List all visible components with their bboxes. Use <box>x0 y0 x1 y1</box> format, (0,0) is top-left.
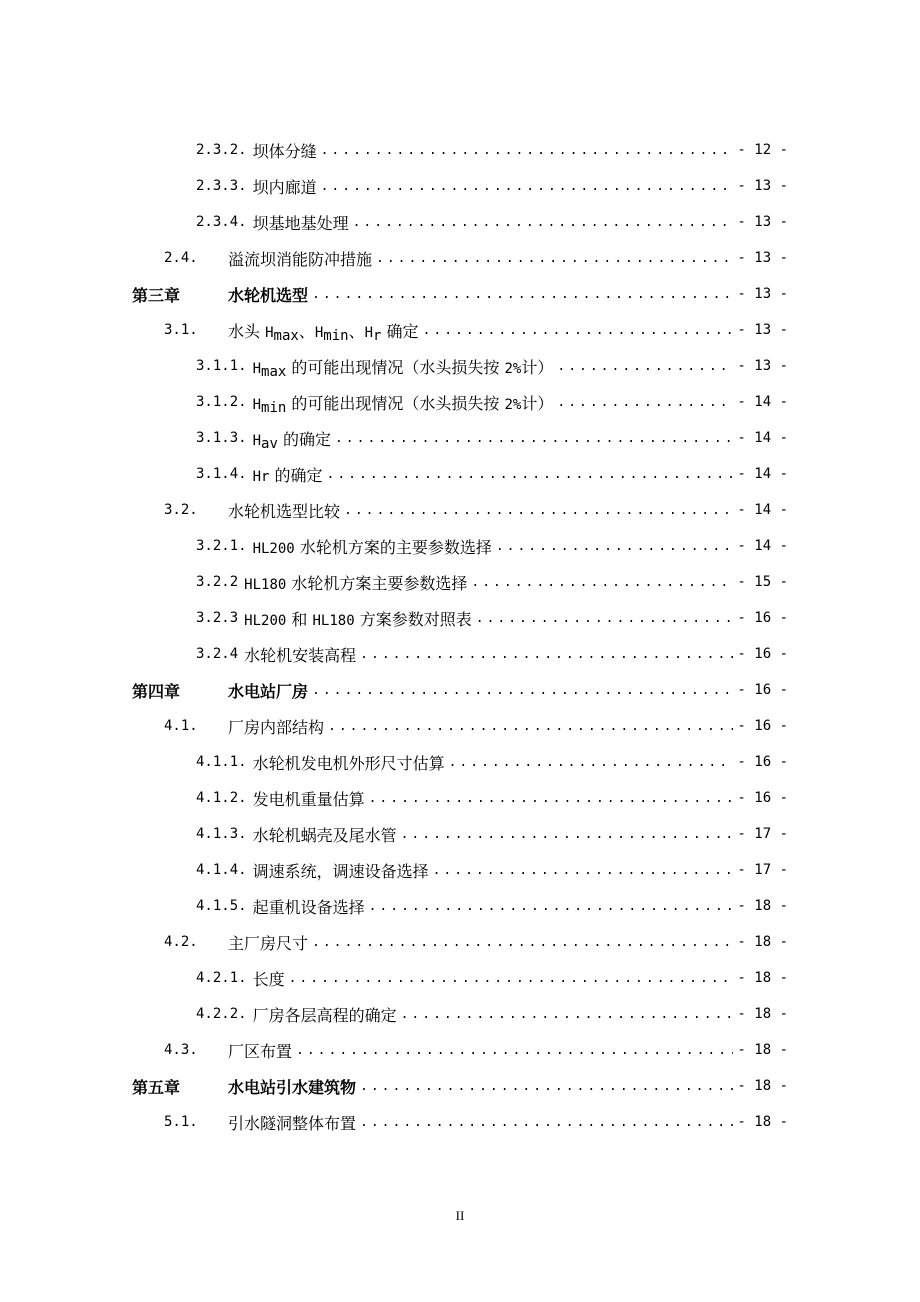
toc-entry-page: - 18 - <box>737 1042 788 1058</box>
toc-entry[interactable] <box>196 456 788 492</box>
toc-entry-page: - 17 - <box>737 862 788 878</box>
toc-entry-number: 2.4. <box>164 250 198 266</box>
toc-entry-title: 水轮机选型比较 <box>228 501 341 521</box>
toc-entry-number: 4.1.3. <box>196 826 247 842</box>
toc-chapter-title: 水轮机选型 <box>228 285 309 305</box>
toc-entry-page: - 13 - <box>737 358 788 374</box>
toc-entry-number: 2.3.2. <box>196 142 247 158</box>
toc-entry[interactable] <box>196 780 788 816</box>
toc-entry-title: 水头 $H_{max}$、$H_{min}$、$H_r$ 确定 <box>228 321 419 344</box>
toc-entry-page: - 13 - <box>737 178 788 194</box>
toc-entry-page: - 18 - <box>737 1006 788 1022</box>
dot-leader <box>289 971 734 986</box>
toc-entry-page: - 13 - <box>737 214 788 230</box>
dot-leader <box>557 359 733 374</box>
dot-leader <box>401 1007 734 1022</box>
toc-entry-page: - 16 - <box>737 610 788 626</box>
toc-entry-title: 水轮机蜗壳及尾水管 <box>252 825 397 845</box>
toc-entry-number: 3.1.4. <box>196 466 247 482</box>
toc-chapter-number: 第四章 <box>132 681 181 701</box>
toc-entry-title: 主厂房尺寸 <box>228 933 309 953</box>
toc-entry-page: - 16 - <box>737 646 788 662</box>
toc-entry-page: - 14 - <box>737 502 788 518</box>
toc-entry[interactable] <box>196 528 788 564</box>
toc-entry-page: - 18 - <box>737 898 788 914</box>
dot-leader <box>360 1079 733 1094</box>
toc-entry-page: - 16 - <box>737 718 788 734</box>
toc-entry-page: - 12 - <box>737 142 788 158</box>
toc-chapter-number: 第五章 <box>132 1077 181 1097</box>
toc-chapter-number: 第三章 <box>132 285 181 305</box>
toc-entry-page: - 18 - <box>737 934 788 950</box>
toc-entry-page: - 16 - <box>737 754 788 770</box>
toc-entry-page: - 17 - <box>737 826 788 842</box>
toc-entry-page: - 13 - <box>737 250 788 266</box>
toc-chapter[interactable] <box>132 276 788 312</box>
toc-entry-page: - 18 - <box>737 1078 788 1094</box>
toc-entry[interactable] <box>196 888 788 924</box>
toc-entry-number: 4.2. <box>164 934 198 950</box>
toc-entry-number: 4.1.1. <box>196 754 247 770</box>
toc-entry-number: 3.2. <box>164 502 198 518</box>
toc-entry-page: - 14 - <box>737 430 788 446</box>
dot-leader <box>335 431 733 446</box>
dot-leader <box>327 467 734 482</box>
toc-entry-page: - 18 - <box>737 970 788 986</box>
toc-entry-title: Hr 的确定 <box>252 465 323 485</box>
dot-leader <box>312 935 733 950</box>
toc-entry-title: 水轮机安装高程 <box>244 645 357 665</box>
toc-entry-page: - 16 - <box>737 790 788 806</box>
toc-entry-number: 3.1.2. <box>196 394 247 410</box>
toc-entry-page: - 14 - <box>737 466 788 482</box>
dot-leader <box>433 863 734 878</box>
toc-entry-number: 4.3. <box>164 1042 198 1058</box>
toc-entry-title: $H_{min}$ 的可能出现情况（水头损失按 2%计） <box>252 393 554 416</box>
toc-entry-title: $H_{av}$ 的确定 <box>252 429 331 452</box>
toc-entry-title: 坝内廊道 <box>252 177 317 197</box>
toc-entry[interactable] <box>196 420 788 456</box>
dot-leader <box>423 323 734 338</box>
toc-chapter-title: 水电站引水建筑物 <box>228 1077 357 1097</box>
dot-leader <box>496 539 734 554</box>
toc-entry-title: HL200 水轮机方案的主要参数选择 <box>252 537 492 557</box>
toc-entry-number: 3.2.2 <box>196 574 239 590</box>
toc-entry-title: 坝基地基处理 <box>252 213 349 233</box>
toc-entry[interactable] <box>196 132 788 168</box>
toc-entry[interactable] <box>196 384 788 420</box>
toc-entry-number: 3.2.3 <box>196 610 239 626</box>
toc-entry-page: - 15 - <box>737 574 788 590</box>
dot-leader <box>401 827 734 842</box>
dot-leader <box>360 1115 733 1130</box>
toc-entry-title: 调速系统，调速设备选择 <box>252 861 429 881</box>
dot-leader <box>360 647 733 662</box>
toc-entry-title: 起重机设备选择 <box>252 897 365 917</box>
toc-chapter[interactable] <box>132 1068 788 1104</box>
dot-leader <box>353 215 734 230</box>
toc-entry-title: 发电机重量估算 <box>252 789 365 809</box>
toc-entry[interactable] <box>196 600 788 636</box>
toc-entry-title: 厂房各层高程的确定 <box>252 1005 397 1025</box>
toc-entry-title: 厂区布置 <box>228 1041 293 1061</box>
toc-entry-page: - 13 - <box>737 286 788 302</box>
dot-leader <box>312 683 733 698</box>
toc-entry-number: 3.2.4 <box>196 646 239 662</box>
toc-entry[interactable] <box>196 816 788 852</box>
toc-chapter[interactable] <box>132 672 788 708</box>
toc-entry-title: $H_{max}$ 的可能出现情况（水头损失按 2%计） <box>252 357 554 380</box>
toc-entry-page: - 14 - <box>737 394 788 410</box>
dot-leader <box>328 719 733 734</box>
toc-entry[interactable] <box>196 960 788 996</box>
toc-entry-number: 2.3.4. <box>196 214 247 230</box>
toc-entry-number: 4.1.5. <box>196 898 247 914</box>
toc-entry[interactable] <box>164 240 788 276</box>
toc-entry-title: HL180 水轮机方案主要参数选择 <box>244 573 468 593</box>
toc-entry[interactable] <box>164 708 788 744</box>
toc-entry-number: 4.1.2. <box>196 790 247 806</box>
toc-entry-number: 4.1.4. <box>196 862 247 878</box>
toc-entry[interactable] <box>196 168 788 204</box>
toc-entry[interactable] <box>196 996 788 1032</box>
toc-entry[interactable] <box>164 492 788 528</box>
toc-entry-title: 溢流坝消能防冲措施 <box>228 249 373 269</box>
toc-entry[interactable] <box>196 204 788 240</box>
dot-leader <box>344 503 733 518</box>
toc-entry-number: 4.2.2. <box>196 1006 247 1022</box>
dot-leader <box>471 575 733 590</box>
toc-entry[interactable] <box>164 312 788 348</box>
toc-entry[interactable] <box>164 1032 788 1068</box>
dot-leader <box>449 755 734 770</box>
toc-entry-title: 长度 <box>252 969 285 989</box>
toc-entry-page: - 18 - <box>737 1114 788 1130</box>
dot-leader <box>476 611 734 626</box>
toc-entry[interactable] <box>196 636 788 672</box>
toc-entry[interactable] <box>164 1104 788 1140</box>
toc-entry[interactable] <box>196 348 788 384</box>
toc-entry-number: 4.1. <box>164 718 198 734</box>
toc-entry-number: 4.2.1. <box>196 970 247 986</box>
toc-entry-title: 坝体分缝 <box>252 141 317 161</box>
toc-entry-page: - 14 - <box>737 538 788 554</box>
dot-leader <box>557 395 733 410</box>
toc-entry-number: 5.1. <box>164 1114 198 1130</box>
dot-leader <box>369 899 734 914</box>
toc-entry-number: 3.2.1. <box>196 538 247 554</box>
dot-leader <box>312 287 733 302</box>
toc-entry-number: 2.3.3. <box>196 178 247 194</box>
dot-leader <box>369 791 734 806</box>
toc-entry-title: 水轮机发电机外形尺寸估算 <box>252 753 445 773</box>
page-number-footer: II <box>455 1208 465 1223</box>
toc-chapter-title: 水电站厂房 <box>228 681 309 701</box>
toc-entry-page: - 13 - <box>737 322 788 338</box>
dot-leader <box>296 1043 733 1058</box>
toc-entry-number: 3.1.3. <box>196 430 247 446</box>
toc-entry-page: - 16 - <box>737 682 788 698</box>
toc-entry-title: 厂房内部结构 <box>228 717 325 737</box>
toc-entry-title: HL200 和 HL180 方案参数对照表 <box>244 609 472 629</box>
dot-leader <box>321 179 734 194</box>
toc-entry-number: 3.1.1. <box>196 358 247 374</box>
toc-entry-title: 引水隧洞整体布置 <box>228 1113 357 1133</box>
toc-entry[interactable] <box>196 564 788 600</box>
toc-entry[interactable] <box>164 924 788 960</box>
toc-entry-number: 3.1. <box>164 322 198 338</box>
toc-entry[interactable] <box>196 852 788 888</box>
dot-leader <box>376 251 733 266</box>
dot-leader <box>321 143 734 158</box>
toc-entry[interactable] <box>196 744 788 780</box>
